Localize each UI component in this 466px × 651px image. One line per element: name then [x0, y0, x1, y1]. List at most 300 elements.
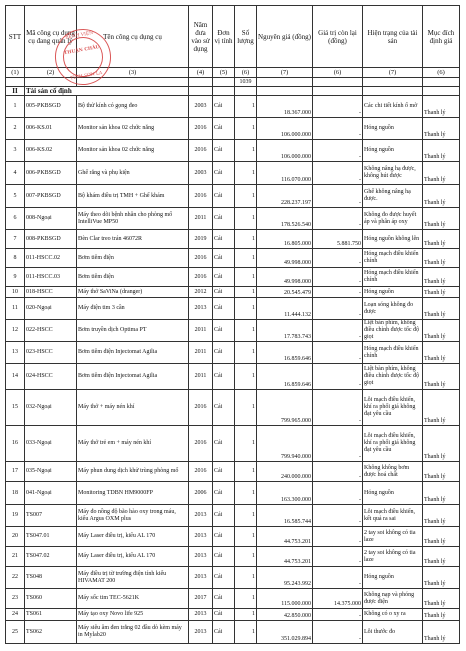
cell-code: 035-Ngoại: [25, 462, 77, 482]
cell-unit: Cái: [213, 185, 235, 208]
cell-unit: Cái: [213, 118, 235, 140]
cell-purpose: Thanh lý: [423, 96, 460, 118]
cell-qty: 1: [235, 249, 257, 268]
header-name: Tên công cụ dụng cụ: [77, 6, 189, 68]
cell-remain: -: [313, 162, 363, 185]
cell-unit: Cái: [213, 482, 235, 505]
cell-name: Máy siêu âm đen trắng 02 đầu dò kèm máy in Mylab20: [77, 621, 189, 644]
cell-qty: 1: [235, 208, 257, 230]
cell-year: 2016: [189, 140, 213, 162]
cell-purpose: Thanh lý: [423, 609, 460, 621]
cell-status: Không có o xy ra: [363, 609, 423, 621]
cell-purpose: Thanh lý: [423, 287, 460, 298]
cell-code: 006-KS.02: [25, 140, 77, 162]
col-number: (7): [257, 68, 313, 78]
cell-code: 033-Ngoại: [25, 426, 77, 462]
col-number: (6): [423, 68, 460, 78]
cell-name: Máy theo dõi bệnh nhân cho phòng mổ IntelliVue MP50: [77, 208, 189, 230]
cell-unit: Cái: [213, 462, 235, 482]
cell-code: TS060: [25, 589, 77, 609]
cell-unit: Cái: [213, 426, 235, 462]
seal-bottom-text: TỈNH SƠN LA: [69, 70, 103, 82]
table-row: [6, 185, 460, 208]
header-code: Mã công cụ dụng cụ đang quản lý: [25, 6, 77, 68]
cell-remain: -: [313, 364, 363, 390]
cell-remain: -: [313, 208, 363, 230]
cell-unit: Cái: [213, 364, 235, 390]
cell-stt: 5: [6, 185, 25, 208]
cell-status: Liệt bàn phím, không điều chỉnh được tốc độ giọt: [363, 320, 423, 342]
cell-name: Monitor sản khoa 02 chức năng: [77, 140, 189, 162]
cell-remain: -: [313, 96, 363, 118]
cell-unit: Cái: [213, 547, 235, 567]
cell-code: TS047.01: [25, 527, 77, 547]
cell-name: Bộ khám điều trị TMH + Ghế khám: [77, 185, 189, 208]
cell-purpose: Thanh lý: [423, 547, 460, 567]
table-row: [6, 268, 460, 287]
cell-unit: Cái: [213, 96, 235, 118]
cell-code: 020-Ngoại: [25, 298, 77, 320]
cell-name: Ghế răng và phụ kiện: [77, 162, 189, 185]
table-row: [6, 364, 460, 390]
table-row: [6, 482, 460, 505]
total-quantity: 1039: [235, 78, 257, 87]
cell-status: Loạn sóng không đo được: [363, 298, 423, 320]
header-cost: Nguyên giá (đồng): [257, 6, 313, 68]
cell-year: 2013: [189, 621, 213, 644]
cell-cost: 16.859.646: [257, 364, 313, 390]
cell-remain: -: [313, 621, 363, 644]
col-number: (6): [235, 68, 257, 78]
seal-mid-text: THUẬN CHÂU: [63, 45, 101, 57]
cell-status: Không nạp và phóng được điện: [363, 589, 423, 609]
cell-qty: 1: [235, 298, 257, 320]
section-index: II: [6, 87, 25, 96]
cell-unit: Cái: [213, 609, 235, 621]
cell-qty: 1: [235, 140, 257, 162]
cell-status: Lỗi mạch điều khiển, khí ra phối giá không đạt yêu cầu: [363, 426, 423, 462]
cell-purpose: Thanh lý: [423, 505, 460, 527]
col-number: (2): [25, 68, 77, 78]
cell-purpose: Thanh lý: [423, 364, 460, 390]
cell-cost: 240.000.000: [257, 462, 313, 482]
cell-code: 008-PKBSGD: [25, 230, 77, 249]
table-row: [6, 96, 460, 118]
cell-stt: 17: [6, 462, 25, 482]
cell-year: 2013: [189, 505, 213, 527]
cell-name: Máy sốc tim TEC-5621K: [77, 589, 189, 609]
cell-name: Máy điện tim 3 cần: [77, 298, 189, 320]
cell-name: Bơm truyền dịch Optima PT: [77, 320, 189, 342]
cell-remain: -: [313, 390, 363, 426]
cell-code: 005-PKBSGD: [25, 96, 77, 118]
cell-stt: 18: [6, 482, 25, 505]
cell-qty: 1: [235, 390, 257, 426]
cell-name: Máy điều trị từ trường điện tính kiểu HIVAMAT 200: [77, 567, 189, 589]
table-row: [6, 390, 460, 426]
cell-status: Các chi tiết kính ố mờ: [363, 96, 423, 118]
cell-remain: -: [313, 268, 363, 287]
cell-purpose: Thanh lý: [423, 342, 460, 364]
cell-remain: -: [313, 609, 363, 621]
cell-remain: -: [313, 547, 363, 567]
cell-cost: 17.783.743: [257, 320, 313, 342]
cell-status: Hỏng mạch điều khiển chính: [363, 249, 423, 268]
cell-qty: 1: [235, 462, 257, 482]
cell-purpose: Thanh lý: [423, 162, 460, 185]
table-row: [6, 342, 460, 364]
cell-qty: 1: [235, 426, 257, 462]
table-row: [6, 589, 460, 609]
col-number: (7): [363, 68, 423, 78]
table-row: [6, 462, 460, 482]
cell-unit: Cái: [213, 505, 235, 527]
cell-year: 2013: [189, 298, 213, 320]
cell-stt: 1: [6, 96, 25, 118]
cell-qty: 1: [235, 505, 257, 527]
cell-status: Không đo được huyết áp và phân áp oxy: [363, 208, 423, 230]
table-row: [6, 208, 460, 230]
cell-qty: 1: [235, 609, 257, 621]
section-title: Tài sản cố định: [25, 87, 189, 96]
header-status: Hiện trạng của tài sản: [363, 6, 423, 68]
cell-unit: Cái: [213, 208, 235, 230]
cell-unit: Cái: [213, 268, 235, 287]
cell-cost: 163.300.000: [257, 482, 313, 505]
cell-cost: 16.859.646: [257, 342, 313, 364]
cell-year: 2011: [189, 342, 213, 364]
cell-remain: -: [313, 320, 363, 342]
table-row: [6, 162, 460, 185]
cell-cost: 799.965.000: [257, 390, 313, 426]
table-row: [6, 609, 460, 621]
cell-purpose: Thanh lý: [423, 185, 460, 208]
cell-unit: Cái: [213, 342, 235, 364]
cell-status: Lỗi mạch điều khiển, kết quả ra sai: [363, 505, 423, 527]
cell-cost: 16.585.744: [257, 505, 313, 527]
cell-purpose: Thanh lý: [423, 482, 460, 505]
table-row: [6, 249, 460, 268]
cell-qty: 1: [235, 567, 257, 589]
cell-unit: Cái: [213, 567, 235, 589]
cell-qty: 1: [235, 287, 257, 298]
cell-year: 2011: [189, 364, 213, 390]
cell-code: 006-KS.01: [25, 118, 77, 140]
asset-table: [5, 5, 460, 644]
cell-code: TS062: [25, 621, 77, 644]
cell-cost: 351.029.894: [257, 621, 313, 644]
cell-status: Hỏng nguồn: [363, 567, 423, 589]
table-row: [6, 547, 460, 567]
col-number: (6): [313, 68, 363, 78]
cell-qty: 1: [235, 589, 257, 609]
cell-cost: 18.367.000: [257, 96, 313, 118]
cell-year: 2013: [189, 547, 213, 567]
cell-year: 2019: [189, 230, 213, 249]
cell-cost: 44.753.201: [257, 547, 313, 567]
cell-unit: Cái: [213, 140, 235, 162]
cell-year: 2017: [189, 589, 213, 609]
cell-purpose: Thanh lý: [423, 426, 460, 462]
cell-qty: 1: [235, 527, 257, 547]
cell-stt: 16: [6, 426, 25, 462]
header-stt: STT: [6, 6, 25, 68]
asset-table-sheet: [5, 5, 459, 644]
cell-name: Máy đo nồng độ bão hào oxy trong máu, kiểu Argus OXM plus: [77, 505, 189, 527]
cell-stt: 19: [6, 505, 25, 527]
cell-qty: 1: [235, 162, 257, 185]
cell-remain: -: [313, 462, 363, 482]
cell-remain: -: [313, 426, 363, 462]
cell-purpose: Thanh lý: [423, 390, 460, 426]
cell-cost: 106.000.000: [257, 140, 313, 162]
cell-purpose: Thanh lý: [423, 527, 460, 547]
cell-code: 023-HSCC: [25, 342, 77, 364]
cell-code: TS047.02: [25, 547, 77, 567]
cell-purpose: Thanh lý: [423, 230, 460, 249]
cell-qty: 1: [235, 96, 257, 118]
cell-unit: Cái: [213, 298, 235, 320]
cell-cost: 42.850.000: [257, 609, 313, 621]
cell-year: 2016: [189, 185, 213, 208]
cell-year: 2013: [189, 609, 213, 621]
table-row: [6, 505, 460, 527]
cell-unit: Cái: [213, 162, 235, 185]
cell-purpose: Thanh lý: [423, 621, 460, 644]
cell-year: 2003: [189, 96, 213, 118]
cell-code: 022-HSCC: [25, 320, 77, 342]
cell-year: 2013: [189, 567, 213, 589]
cell-qty: 1: [235, 320, 257, 342]
cell-qty: 1: [235, 364, 257, 390]
cell-code: 007-PKBSGD: [25, 185, 77, 208]
cell-unit: Cái: [213, 320, 235, 342]
cell-purpose: Thanh lý: [423, 589, 460, 609]
cell-qty: 1: [235, 118, 257, 140]
col-number: (3): [77, 68, 189, 78]
cell-cost: 49.998.000: [257, 268, 313, 287]
cell-status: Liệt bàn phím, không điều chỉnh được tốc độ giọt: [363, 364, 423, 390]
cell-name: Monitoring TDBN HM9000FP: [77, 482, 189, 505]
header-unit: Đơn vị tính: [213, 6, 235, 68]
cell-purpose: Thanh lý: [423, 567, 460, 589]
cell-stt: 6: [6, 208, 25, 230]
cell-code: 008-Ngoại: [25, 208, 77, 230]
cell-qty: 1: [235, 230, 257, 249]
cell-name: Đèn Clar treo trán 46072R: [77, 230, 189, 249]
cell-year: 2011: [189, 320, 213, 342]
cell-unit: Cái: [213, 287, 235, 298]
cell-status: 2 tay soi không có tia laze: [363, 547, 423, 567]
table-row: [6, 230, 460, 249]
cell-year: 2006: [189, 482, 213, 505]
table-row: [6, 287, 460, 298]
cell-purpose: Thanh lý: [423, 462, 460, 482]
cell-cost: 178.526.540: [257, 208, 313, 230]
cell-unit: Cái: [213, 621, 235, 644]
cell-unit: Cái: [213, 230, 235, 249]
cell-year: 2016: [189, 426, 213, 462]
header-qty: Số lượng: [235, 6, 257, 68]
cell-purpose: Thanh lý: [423, 298, 460, 320]
cell-cost: 228.237.197: [257, 185, 313, 208]
cell-unit: Cái: [213, 249, 235, 268]
cell-year: 2016: [189, 118, 213, 140]
cell-status: 2 tay soi không có tia laze: [363, 527, 423, 547]
cell-unit: Cái: [213, 390, 235, 426]
cell-purpose: Thanh lý: [423, 140, 460, 162]
cell-remain: -: [313, 140, 363, 162]
cell-cost: 49.998.000: [257, 249, 313, 268]
cell-qty: 1: [235, 621, 257, 644]
cell-cost: 95.243.992: [257, 567, 313, 589]
asset-rows: [6, 96, 460, 644]
cell-stt: 15: [6, 390, 25, 426]
cell-stt: 21: [6, 547, 25, 567]
cell-purpose: Thanh lý: [423, 249, 460, 268]
cell-year: 2016: [189, 249, 213, 268]
cell-purpose: Thanh lý: [423, 320, 460, 342]
cell-remain: -: [313, 527, 363, 547]
cell-name: Monitor sản khoa 02 chức năng: [77, 118, 189, 140]
cell-qty: 1: [235, 185, 257, 208]
table-row: [6, 298, 460, 320]
cell-status: Lỗi thước đo: [363, 621, 423, 644]
cell-stt: 9: [6, 268, 25, 287]
cell-code: 032-Ngoại: [25, 390, 77, 426]
cell-year: 2016: [189, 268, 213, 287]
cell-cost: 115.000.000: [257, 589, 313, 609]
col-number: (5): [213, 68, 235, 78]
cell-name: Bơm tiêm điện Injectomat Agilia: [77, 342, 189, 364]
cell-qty: 1: [235, 482, 257, 505]
cell-remain: -: [313, 505, 363, 527]
cell-stt: 10: [6, 287, 25, 298]
cell-qty: 1: [235, 268, 257, 287]
col-number: (1): [6, 68, 25, 78]
cell-stt: 14: [6, 364, 25, 390]
cell-remain: -: [313, 298, 363, 320]
cell-remain: -: [313, 185, 363, 208]
cell-purpose: Thanh lý: [423, 118, 460, 140]
cell-status: Lỗi mạch điều khiển, khí ra phối giá không đạt yêu cầu: [363, 390, 423, 426]
cell-status: Không không bơm được hoá chất: [363, 462, 423, 482]
table-row: [6, 621, 460, 644]
cell-status: Hỏng mạch điều khiển chính: [363, 342, 423, 364]
cell-year: 2016: [189, 390, 213, 426]
cell-code: 041-Ngoại: [25, 482, 77, 505]
section-row: [6, 87, 460, 96]
cell-cost: 16.805.000: [257, 230, 313, 249]
cell-purpose: Thanh lý: [423, 268, 460, 287]
table-row: [6, 426, 460, 462]
cell-name: Máy phun dung dịch khử trùng phòng mổ: [77, 462, 189, 482]
table-row: [6, 140, 460, 162]
cell-cost: 20.545.479: [257, 287, 313, 298]
cell-year: 2016: [189, 462, 213, 482]
cell-stt: 3: [6, 140, 25, 162]
cell-name: Máy thở SaViNa (dranger): [77, 287, 189, 298]
cell-stt: 4: [6, 162, 25, 185]
cell-stt: 20: [6, 527, 25, 547]
cell-stt: 23: [6, 589, 25, 609]
seal-top-text: BỆNH VIỆN: [64, 30, 94, 41]
cell-cost: 116.070.000: [257, 162, 313, 185]
cell-remain: 5.881.750: [313, 230, 363, 249]
cell-qty: 1: [235, 342, 257, 364]
cell-remain: -: [313, 118, 363, 140]
cell-stt: 25: [6, 621, 25, 644]
cell-remain: -: [313, 287, 363, 298]
cell-name: Bơm tiêm điện: [77, 249, 189, 268]
cell-status: Hỏng nguồn không lên: [363, 230, 423, 249]
cell-name: Máy thở + máy nén khí: [77, 390, 189, 426]
table-row: [6, 527, 460, 547]
cell-name: Bơm tiêm điện: [77, 268, 189, 287]
header-remain: Giá trị còn lại (đồng): [313, 6, 363, 68]
cell-remain: 14.375.000: [313, 589, 363, 609]
cell-year: 2012: [189, 287, 213, 298]
table-row: [6, 118, 460, 140]
cell-cost: 106.000.000: [257, 118, 313, 140]
cell-code: TS061: [25, 609, 77, 621]
cell-unit: Cái: [213, 589, 235, 609]
cell-stt: 12: [6, 320, 25, 342]
cell-status: Hỏng nguồn: [363, 287, 423, 298]
cell-status: Hỏng nguồn: [363, 140, 423, 162]
cell-stt: 2: [6, 118, 25, 140]
cell-purpose: Thanh lý: [423, 208, 460, 230]
cell-status: Hỏng mạch điều khiển chính: [363, 268, 423, 287]
cell-code: 006-PKBSGD: [25, 162, 77, 185]
cell-remain: -: [313, 567, 363, 589]
cell-year: 2011: [189, 208, 213, 230]
cell-year: 2003: [189, 162, 213, 185]
cell-name: Bơm tiêm điện Injectomat Agilia: [77, 364, 189, 390]
cell-name: Máy tạo oxy Novo life 925: [77, 609, 189, 621]
cell-code: TS007: [25, 505, 77, 527]
cell-code: TS048: [25, 567, 77, 589]
col-number: (4): [189, 68, 213, 78]
cell-stt: 7: [6, 230, 25, 249]
cell-cost: 44.753.201: [257, 527, 313, 547]
cell-name: Máy Laser điều trị, kiểu AL 170: [77, 527, 189, 547]
cell-status: Hỏng nguồn: [363, 118, 423, 140]
table-row: [6, 567, 460, 589]
cell-qty: 1: [235, 547, 257, 567]
table-row: [6, 320, 460, 342]
cell-name: Bộ thử kính có gọng đeo: [77, 96, 189, 118]
cell-cost: 799.940.000: [257, 426, 313, 462]
cell-name: Máy thở trẻ em + máy nén khí: [77, 426, 189, 462]
header-year: Năm đưa vào sử dụng: [189, 6, 213, 68]
cell-status: Ghế không nâng hạ được.: [363, 185, 423, 208]
cell-remain: -: [313, 342, 363, 364]
cell-name: Máy Laser điều trị, kiểu AL 170: [77, 547, 189, 567]
cell-code: 024-HSCC: [25, 364, 77, 390]
cell-unit: Cái: [213, 527, 235, 547]
cell-stt: 8: [6, 249, 25, 268]
cell-stt: 11: [6, 298, 25, 320]
cell-cost: 11.444.132: [257, 298, 313, 320]
cell-stt: 24: [6, 609, 25, 621]
cell-remain: -: [313, 482, 363, 505]
cell-stt: 13: [6, 342, 25, 364]
cell-status: Hỏng nguồn: [363, 482, 423, 505]
header-purpose: Mục đích định giá: [423, 6, 460, 68]
cell-stt: 22: [6, 567, 25, 589]
cell-code: 011-HSCC.02: [25, 249, 77, 268]
